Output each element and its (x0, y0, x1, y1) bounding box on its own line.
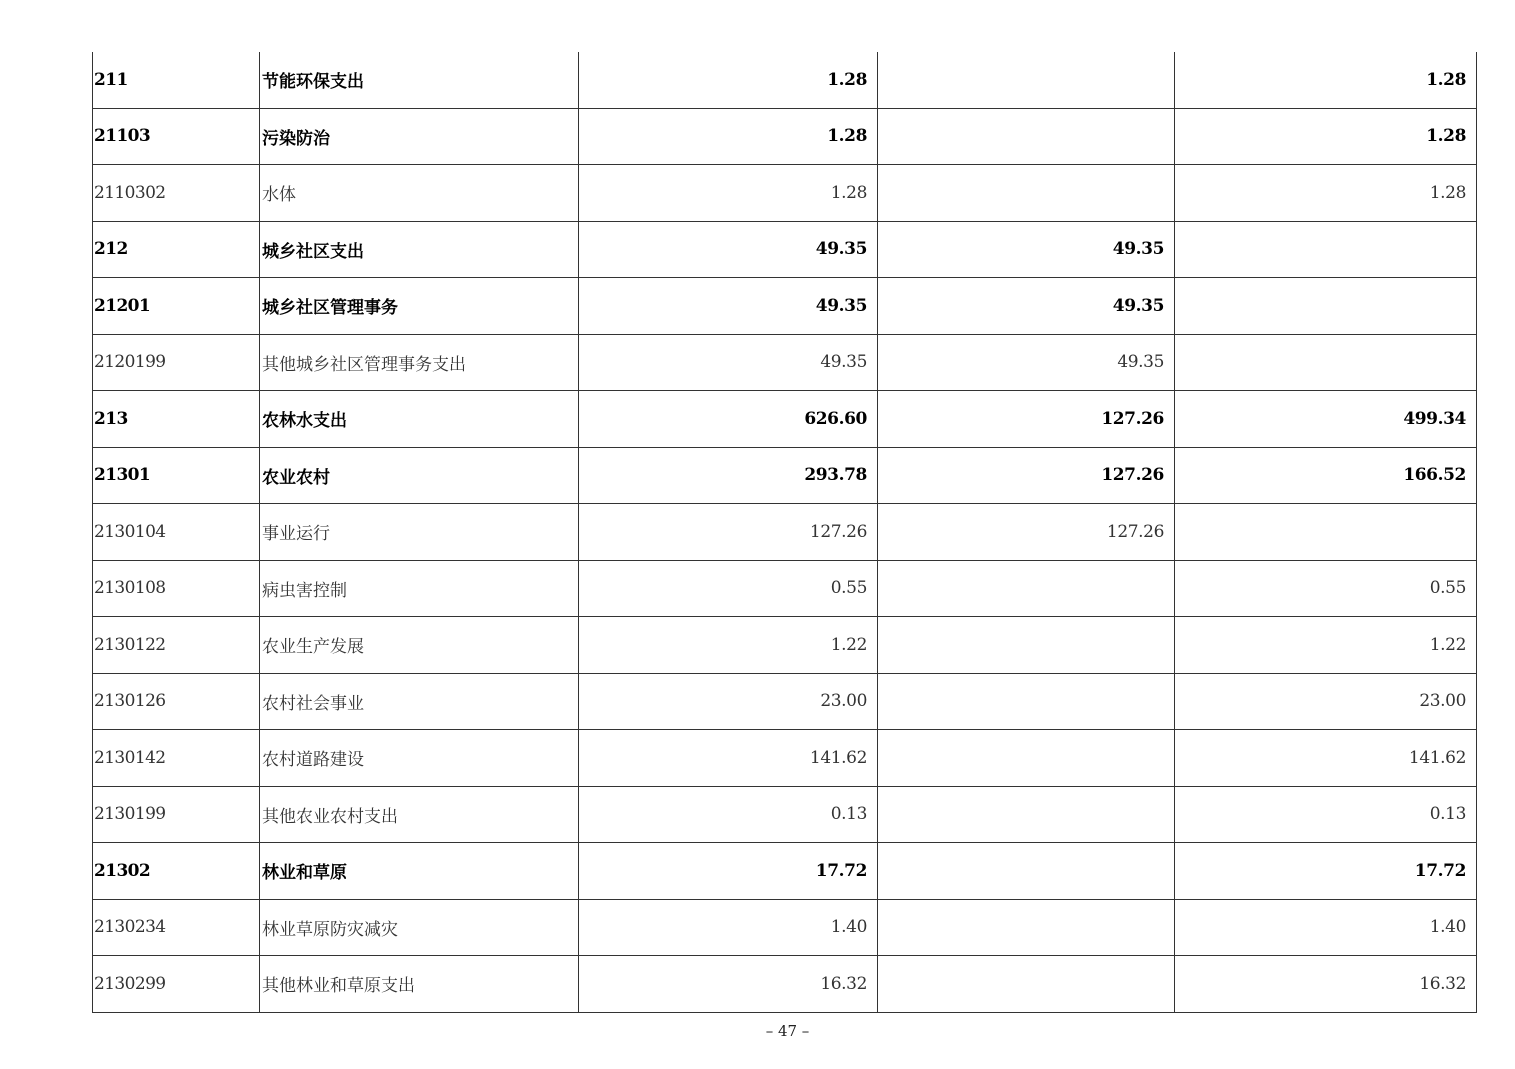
row-basic-cell (878, 560, 1175, 617)
row-basic-cell: 49.35 (878, 221, 1175, 278)
row-project-cell: 1.28 (1175, 52, 1477, 108)
row-total-cell: 1.22 (579, 617, 878, 674)
row-project-cell: 1.22 (1175, 617, 1477, 674)
row-project-cell: 166.52 (1175, 447, 1477, 504)
row-total-cell: 49.35 (579, 278, 878, 335)
row-name-cell: 城乡社区支出 (260, 221, 579, 278)
row-code-cell: 2130299 (93, 956, 260, 1013)
row-basic-cell (878, 52, 1175, 108)
row-name-cell: 其他农业农村支出 (260, 786, 579, 843)
table-row (93, 786, 1477, 843)
row-total-cell: 1.28 (579, 165, 878, 222)
row-total-cell: 49.35 (579, 334, 878, 391)
row-total-cell: 1.28 (579, 108, 878, 165)
row-name-cell: 水体 (260, 165, 579, 222)
row-project-cell: 17.72 (1175, 843, 1477, 900)
row-code-cell: 2120199 (93, 334, 260, 391)
row-basic-cell (878, 108, 1175, 165)
table-row (93, 843, 1477, 900)
row-code-cell: 21201 (93, 278, 260, 335)
row-project-cell (1175, 504, 1477, 561)
row-name-cell: 城乡社区管理事务 (260, 278, 579, 335)
table-row (93, 956, 1477, 1013)
row-basic-cell (878, 673, 1175, 730)
row-code-cell: 2130199 (93, 786, 260, 843)
row-name-cell: 林业和草原 (260, 843, 579, 900)
row-name-cell: 污染防治 (260, 108, 579, 165)
row-basic-cell: 127.26 (878, 447, 1175, 504)
row-project-cell: 1.40 (1175, 899, 1477, 956)
row-basic-cell (878, 843, 1175, 900)
row-code-cell: 211 (93, 52, 260, 108)
row-project-cell: 1.28 (1175, 165, 1477, 222)
row-total-cell: 17.72 (579, 843, 878, 900)
row-basic-cell: 49.35 (878, 278, 1175, 335)
row-project-cell (1175, 278, 1477, 335)
table-row (93, 391, 1477, 448)
row-total-cell: 1.28 (579, 52, 878, 108)
row-name-cell: 农村社会事业 (260, 673, 579, 730)
table-row (93, 334, 1477, 391)
row-basic-cell: 49.35 (878, 334, 1175, 391)
row-name-cell: 其他城乡社区管理事务支出 (260, 334, 579, 391)
row-total-cell: 23.00 (579, 673, 878, 730)
page-number: – 47 – (765, 1022, 810, 1040)
row-project-cell: 1.28 (1175, 108, 1477, 165)
row-code-cell: 2110302 (93, 165, 260, 222)
table-row (93, 899, 1477, 956)
row-code-cell: 2130122 (93, 617, 260, 674)
row-total-cell: 626.60 (579, 391, 878, 448)
table-row (93, 730, 1477, 787)
row-project-cell: 141.62 (1175, 730, 1477, 787)
row-basic-cell: 127.26 (878, 504, 1175, 561)
row-name-cell: 节能环保支出 (260, 52, 579, 108)
row-project-cell (1175, 334, 1477, 391)
row-name-cell: 其他林业和草原支出 (260, 956, 579, 1013)
row-name-cell: 农村道路建设 (260, 730, 579, 787)
row-name-cell: 农业生产发展 (260, 617, 579, 674)
row-total-cell: 16.32 (579, 956, 878, 1013)
row-name-cell: 农业农村 (260, 447, 579, 504)
row-project-cell: 0.13 (1175, 786, 1477, 843)
table-body (93, 52, 1477, 1012)
table-row (93, 165, 1477, 222)
row-name-cell: 农林水支出 (260, 391, 579, 448)
row-basic-cell (878, 730, 1175, 787)
row-total-cell: 49.35 (579, 221, 878, 278)
table-row (93, 673, 1477, 730)
row-basic-cell (878, 165, 1175, 222)
table-row (93, 108, 1477, 165)
row-total-cell: 0.55 (579, 560, 878, 617)
row-project-cell: 0.55 (1175, 560, 1477, 617)
table-row (93, 52, 1477, 108)
row-total-cell: 293.78 (579, 447, 878, 504)
row-name-cell: 林业草原防灾减灾 (260, 899, 579, 956)
row-project-cell: 23.00 (1175, 673, 1477, 730)
row-project-cell: 499.34 (1175, 391, 1477, 448)
row-code-cell: 2130108 (93, 560, 260, 617)
row-total-cell: 141.62 (579, 730, 878, 787)
table-row (93, 447, 1477, 504)
row-project-cell: 16.32 (1175, 956, 1477, 1013)
row-basic-cell (878, 899, 1175, 956)
row-total-cell: 0.13 (579, 786, 878, 843)
row-basic-cell (878, 786, 1175, 843)
table-row (93, 617, 1477, 674)
row-code-cell: 2130234 (93, 899, 260, 956)
row-code-cell: 212 (93, 221, 260, 278)
row-basic-cell: 127.26 (878, 391, 1175, 448)
row-code-cell: 21302 (93, 843, 260, 900)
table-row (93, 504, 1477, 561)
row-total-cell: 1.40 (579, 899, 878, 956)
row-code-cell: 21301 (93, 447, 260, 504)
table-row (93, 221, 1477, 278)
row-code-cell: 2130126 (93, 673, 260, 730)
row-basic-cell (878, 617, 1175, 674)
table-row (93, 278, 1477, 335)
row-project-cell (1175, 221, 1477, 278)
row-code-cell: 2130142 (93, 730, 260, 787)
budget-table (92, 52, 1477, 1013)
row-name-cell: 事业运行 (260, 504, 579, 561)
row-code-cell: 213 (93, 391, 260, 448)
table-row (93, 560, 1477, 617)
row-code-cell: 21103 (93, 108, 260, 165)
row-total-cell: 127.26 (579, 504, 878, 561)
row-code-cell: 2130104 (93, 504, 260, 561)
row-name-cell: 病虫害控制 (260, 560, 579, 617)
row-basic-cell (878, 956, 1175, 1013)
